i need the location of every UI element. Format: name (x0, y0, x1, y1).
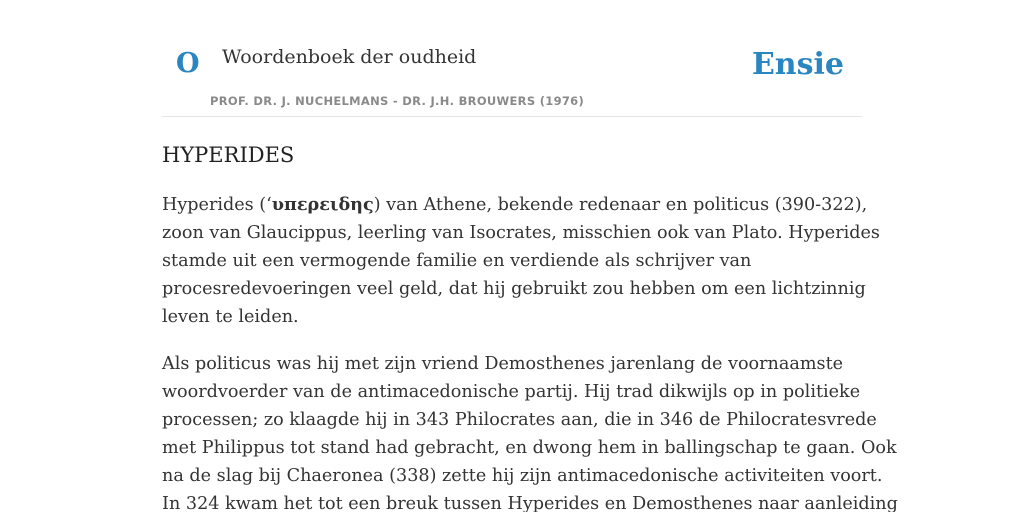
entry-content (162, 138, 898, 512)
text-fragment: ) van Athene, bekende redenaar en politicus (390-322), (373, 195, 868, 215)
paragraph-line: procesredevoeringen veel geld, dat hij gebruikt zou hebben om een lichtzinnig (162, 279, 866, 299)
paragraph-line: processen; zo klaagde hij in 343 Philocrates aan, die in 346 de Philocratesvrede (162, 410, 877, 430)
paragraph-line: woordvoerder van de antimacedonische partij. Hij trad dikwijls op in politieke (162, 382, 861, 402)
paragraph-line: met Philippus tot stand had gebracht, en dwong hem in ballingschap te gaan. Ook (162, 438, 897, 458)
ensie-logo-link[interactable]: Ensie (751, 47, 844, 82)
paragraph-line: na de slag bij Chaeronea (338) zette hij zijn antimacedonische activiteiten voort. (162, 466, 883, 486)
book-authors: PROF. DR. J. NUCHELMANS - DR. J.H. BROUWERS (1976) (210, 94, 585, 108)
greek-name: υπερειδης (271, 194, 374, 215)
paragraph-line: Als politicus was hij met zijn vriend Demosthenes jarenlang de voornaamste (162, 354, 844, 374)
book-title[interactable]: Woordenboek der oudheid (222, 46, 477, 68)
entry-paragraph-2 (162, 350, 898, 512)
site-header (162, 0, 862, 117)
entry-paragraph-1 (162, 191, 880, 331)
paragraph-line: stamde uit een vermogende familie en verdiende als schrijver van (162, 251, 752, 271)
paragraph-line: leven te leiden. (162, 307, 299, 327)
text-fragment: Hyperides (‘ (162, 195, 272, 215)
index-letter[interactable]: O (176, 48, 200, 79)
entry-title: HYPERIDES (162, 143, 295, 167)
paragraph-line: In 324 kwam het tot een breuk tussen Hyperides en Demosthenes naar aanleiding (162, 494, 898, 512)
paragraph-line: zoon van Glaucippus, leerling van Isocrates, misschien ook van Plato. Hyperides (162, 223, 880, 243)
paragraph-line (162, 191, 868, 219)
